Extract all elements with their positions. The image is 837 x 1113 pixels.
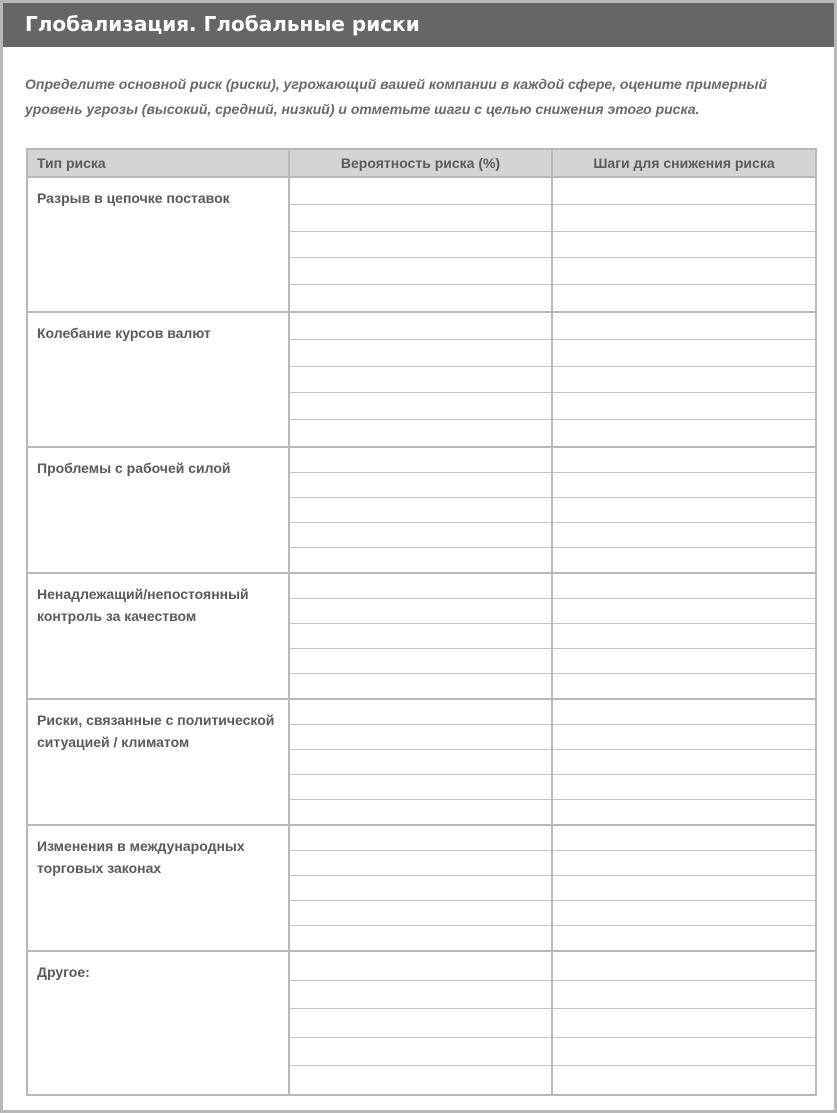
table-row: [27, 951, 816, 1095]
mitigation-entry-cell[interactable]: [552, 951, 816, 1095]
table-row: [27, 177, 816, 312]
mitigation-entry-cell[interactable]: [552, 699, 816, 825]
instructions-text: Определите основной риск (риски), угрожающий вашей компании в каждой сфере, оцените примерный уровень угрозы (высокий, средний, низкий) и отметьте шаги с целью снижения этого риска.: [25, 76, 768, 117]
table-row: [27, 447, 816, 573]
mitigation-entry-cell[interactable]: [552, 312, 816, 447]
mitigation-entry-cell[interactable]: [552, 447, 816, 573]
table-row: [27, 312, 816, 447]
table-row: [27, 573, 816, 699]
risk-type-label: Разрыв в цепочке поставок: [27, 177, 289, 312]
mitigation-entry-cell[interactable]: [552, 573, 816, 699]
probability-entry-cell[interactable]: [289, 825, 552, 951]
probability-entry-cell[interactable]: [289, 699, 552, 825]
mitigation-entry-cell[interactable]: [552, 825, 816, 951]
risk-type-label: Другое:: [27, 951, 289, 1095]
risk-type-label: Изменения в международных торговых законах: [27, 825, 289, 951]
probability-entry-cell[interactable]: [289, 951, 552, 1095]
column-header-probability: Вероятность риска (%): [289, 149, 552, 177]
table-row: [27, 825, 816, 951]
mitigation-entry-cell[interactable]: [552, 177, 816, 312]
header-bar: [3, 3, 834, 47]
probability-entry-cell[interactable]: [289, 312, 552, 447]
column-header-risk-type: Тип риска: [27, 149, 289, 177]
risk-type-label: Риски, связанные с политической ситуацией / климатом: [27, 699, 289, 825]
table-row: [27, 699, 816, 825]
table-header-row: [27, 149, 816, 177]
page-title: Глобализация. Глобальные риски: [25, 12, 420, 36]
risk-type-label: Ненадлежащий/непостоянный контроль за качеством: [27, 573, 289, 699]
probability-entry-cell[interactable]: [289, 573, 552, 699]
risk-type-label: Проблемы с рабочей силой: [27, 447, 289, 573]
column-header-mitigation-steps: Шаги для снижения риска: [552, 149, 816, 177]
risk-type-label: Колебание курсов валют: [27, 312, 289, 447]
risk-table: [26, 148, 817, 1096]
probability-entry-cell[interactable]: [289, 447, 552, 573]
probability-entry-cell[interactable]: [289, 177, 552, 312]
